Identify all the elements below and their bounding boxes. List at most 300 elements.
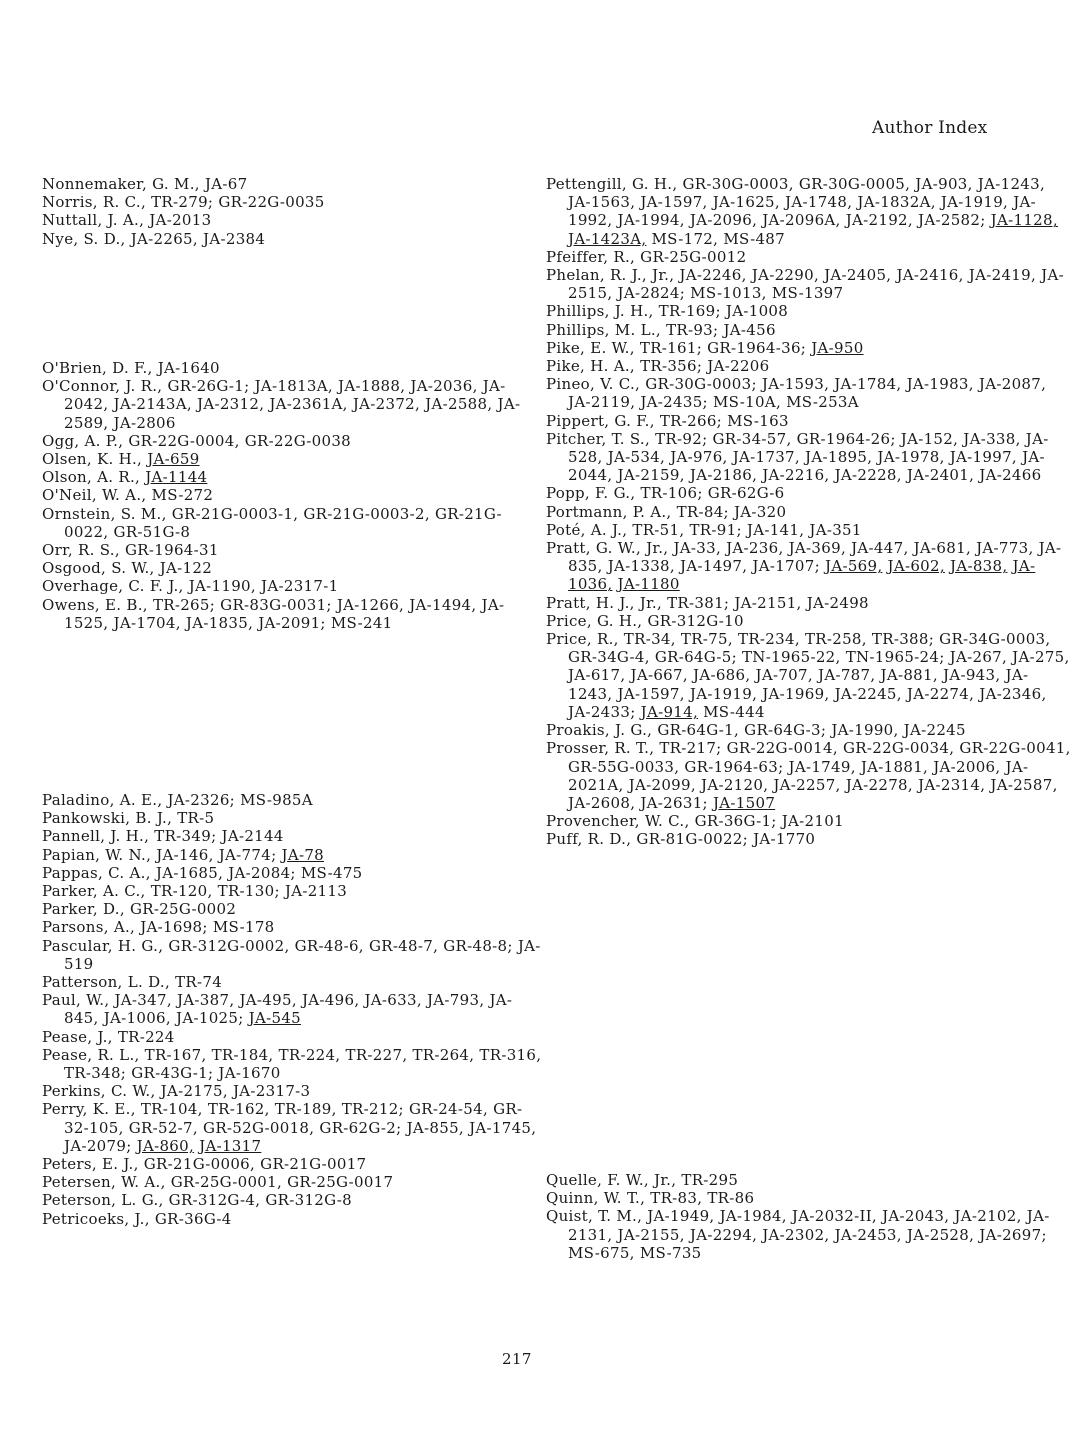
report-reference: JA-2631;: [640, 793, 708, 812]
report-reference: JA-2466: [979, 466, 1042, 485]
report-reference: TR-106;: [640, 484, 703, 503]
report-reference: JA-1423A,: [568, 229, 647, 248]
author-name: Pease, R. L.,: [42, 1045, 140, 1064]
author-name: Owens, E. B.,: [42, 595, 148, 614]
report-reference: JA-774;: [218, 845, 277, 864]
index-entry: [42, 211, 542, 229]
report-reference: JA-1640: [157, 359, 220, 377]
report-reference: GR-21G-0003-2,: [303, 504, 430, 523]
report-reference: JA-2096,: [689, 211, 758, 230]
report-reference: JA-1978,: [877, 448, 945, 467]
report-reference: JA-686,: [693, 666, 751, 685]
report-reference: JA-855,: [406, 1118, 464, 1137]
report-reference: GR-25G-0002: [129, 900, 237, 919]
report-reference: GR-83G-0031;: [220, 595, 332, 614]
author-name: O'Connor, J. R.,: [42, 377, 163, 396]
report-reference: GR-64G-1,: [657, 721, 740, 740]
index-entry: [546, 503, 1071, 521]
report-reference: GR-312G-0002,: [168, 936, 290, 955]
author-name: Phillips, M. L.,: [546, 320, 661, 339]
report-reference: JA-1770: [753, 830, 816, 849]
report-reference: JA-943,: [943, 666, 1001, 685]
index-entry: [42, 1210, 542, 1228]
report-reference: GR-21G-0017: [260, 1155, 367, 1174]
author-name: O'Neil, W. A.,: [42, 486, 147, 505]
report-reference: GR-24-54,: [408, 1100, 489, 1119]
report-reference: JA-1685,: [155, 863, 224, 882]
report-reference: GR-55G-0033,: [568, 757, 680, 776]
index-entry: [42, 827, 542, 845]
report-reference: GR-26G-1;: [167, 377, 250, 396]
author-name: Pappas, C. A.,: [42, 863, 151, 882]
author-name: Norris, R. C.,: [42, 193, 147, 212]
author-name: Parsons, A.,: [42, 918, 136, 937]
report-reference: JA-659: [147, 450, 200, 469]
report-reference: JA-1969,: [762, 684, 830, 703]
report-reference: TR-34,: [623, 630, 676, 649]
index-entry: [42, 918, 542, 936]
report-reference: TN-1965-22,: [742, 648, 841, 667]
report-reference: JA-2099,: [628, 775, 696, 794]
index-entry: [546, 412, 1071, 430]
report-reference: JA-914,: [640, 702, 699, 721]
report-reference: JA-1507: [712, 793, 776, 812]
report-reference: GR-52-7,: [128, 1118, 198, 1137]
report-reference: JA-2806: [113, 413, 176, 432]
report-reference: JA-1737,: [732, 448, 800, 467]
report-reference: GR-62G-2;: [319, 1118, 402, 1137]
author-name: Orr, R. S.,: [42, 541, 120, 560]
report-reference: JA-1784,: [834, 375, 902, 394]
author-name: Pratt, G. W., Jr.,: [546, 539, 669, 558]
author-name: Quist, T. M.,: [546, 1207, 643, 1226]
report-reference: GR-30G-0003,: [682, 175, 794, 193]
report-reference: JA-2582;: [918, 211, 986, 230]
report-reference: JA-1704,: [113, 613, 181, 632]
report-reference: JA-2021A,: [568, 757, 1029, 794]
report-reference: JA-1243,: [568, 666, 1029, 703]
index-entry: [546, 321, 1071, 339]
report-reference: GR-48-8;: [443, 936, 513, 955]
index-entry: [42, 577, 542, 595]
report-reference: TR-84;: [676, 502, 729, 521]
index-entry: [42, 359, 542, 377]
index-entry: [546, 812, 1071, 830]
report-reference: JA-569,: [825, 557, 883, 576]
report-reference: GR-1964-36;: [707, 338, 807, 357]
index-entry: [42, 991, 542, 1027]
author-name: Pfeiffer, R.,: [546, 247, 636, 266]
report-reference: TR-92;: [655, 429, 708, 448]
report-reference: JA-1670: [218, 1064, 281, 1083]
author-name: Prosser, R. T.,: [546, 739, 655, 758]
report-reference: MS-735: [639, 1243, 702, 1262]
report-reference: JA-2314,: [918, 775, 986, 794]
index-entry: [42, 937, 542, 973]
report-reference: JA-1180: [617, 575, 680, 594]
report-reference: JA-141,: [746, 520, 805, 539]
report-reference: JA-2131,: [568, 1207, 1050, 1244]
report-reference: JA-2433;: [568, 702, 636, 721]
report-reference: JA-2113: [284, 882, 348, 901]
report-reference: JA-2401,: [906, 466, 975, 485]
report-reference: JA-2419,: [968, 266, 1037, 285]
report-reference: JA-1832A,: [857, 193, 936, 212]
author-name: Price, G. H.,: [546, 611, 643, 630]
index-entry: [42, 973, 542, 991]
index-entry: [546, 248, 1071, 266]
author-name: Phillips, J. H.,: [546, 302, 654, 321]
author-name: Price, R.,: [546, 630, 619, 649]
report-reference: JA-2101: [781, 812, 844, 831]
report-reference: GR-22G-0041,: [959, 739, 1071, 758]
report-reference: GR-21G-0022,: [64, 504, 502, 541]
report-reference: JA-2119,: [568, 393, 636, 412]
author-name: Paladino, A. E.,: [42, 791, 163, 809]
report-reference: JA-1949,: [647, 1207, 715, 1226]
report-reference: JA-1881,: [860, 757, 929, 776]
index-entry: [42, 596, 542, 632]
report-reference: JA-2042,: [64, 377, 506, 414]
index-entry: [42, 175, 542, 193]
author-name: Parker, A. C.,: [42, 882, 146, 901]
report-reference: JA-236,: [726, 539, 784, 558]
report-reference: TR-266;: [659, 411, 723, 430]
index-entry: [42, 791, 542, 809]
report-reference: JA-2317-3: [232, 1082, 311, 1101]
index-entry: [42, 486, 542, 504]
report-reference: JA-2044,: [568, 448, 1045, 485]
report-reference: JA-950: [811, 338, 864, 357]
report-reference: JA-667,: [630, 666, 688, 685]
report-reference: JA-2515,: [568, 266, 1064, 303]
report-reference: JA-1008: [725, 302, 789, 321]
index-entry: [42, 1046, 542, 1082]
report-reference: JA-1190,: [188, 577, 256, 596]
report-reference: JA-1983,: [906, 375, 974, 394]
report-reference: JA-1625,: [712, 193, 780, 212]
author-name: Pippert, G. F.,: [546, 411, 655, 430]
report-reference: TR-381;: [667, 593, 730, 612]
report-reference: TR-264,: [412, 1045, 475, 1064]
report-reference: JA-2608,: [568, 793, 636, 812]
report-reference: TR-348;: [64, 1064, 127, 1083]
author-name: Pitcher, T. S.,: [546, 429, 651, 448]
report-reference: JA-2274,: [906, 684, 975, 703]
report-reference: GR-25G-0017: [287, 1173, 394, 1192]
index-entry: [42, 1155, 542, 1173]
author-name: Peterson, L. G.,: [42, 1191, 164, 1210]
report-reference: JA-838,: [950, 557, 1008, 576]
report-reference: GR-52G-0018,: [203, 1118, 315, 1137]
report-reference: GR-43G-1;: [131, 1064, 214, 1083]
report-reference: JA-2294,: [689, 1225, 758, 1244]
report-reference: JA-2372,: [352, 395, 421, 414]
author-name: Quinn, W. T.,: [546, 1189, 646, 1208]
index-entry: [546, 521, 1071, 539]
report-reference: JA-2302,: [762, 1225, 830, 1244]
report-reference: TR-104,: [140, 1100, 203, 1119]
report-reference: JA-2384: [203, 229, 266, 248]
author-name: Perkins, C. W.,: [42, 1082, 156, 1101]
report-reference: JA-2216,: [762, 466, 830, 485]
report-reference: JA-122: [159, 559, 213, 578]
index-entry: [546, 1171, 1071, 1189]
report-reference: JA-1593,: [761, 375, 830, 394]
author-name: Papian, W. N.,: [42, 845, 152, 864]
author-name: Parker, D.,: [42, 900, 125, 919]
report-reference: JA-78: [281, 845, 325, 864]
report-reference: MS-475: [300, 863, 363, 882]
report-reference: MS-487: [723, 229, 785, 248]
index-entry: [546, 357, 1071, 375]
index-group-p-continued: [546, 175, 1071, 849]
report-reference: JA-2144: [221, 827, 284, 846]
report-reference: JA-602,: [887, 557, 945, 576]
report-reference: JA-2824;: [617, 284, 686, 303]
report-reference: TR-162,: [207, 1100, 270, 1119]
report-reference: JA-1698;: [140, 918, 208, 937]
report-reference: JA-275,: [1012, 648, 1070, 667]
report-reference: JA-2257,: [773, 775, 841, 794]
report-reference: TR-295: [681, 1171, 739, 1189]
report-reference: GR-312G-10: [647, 611, 744, 630]
index-entry: [42, 432, 542, 450]
index-entry: [546, 302, 1071, 320]
index-entry: [42, 1028, 542, 1046]
report-reference: JA-2006,: [933, 757, 1001, 776]
report-reference: TR-86: [707, 1189, 755, 1208]
report-reference: GR-22G-0038: [244, 431, 352, 450]
report-reference: GR-48-6,: [294, 936, 364, 955]
index-entry: [42, 193, 542, 211]
report-reference: JA-2405,: [824, 266, 892, 285]
report-reference: JA-534,: [607, 448, 666, 467]
report-reference: JA-2278,: [845, 775, 913, 794]
report-reference: GR-22G-0014,: [726, 739, 838, 758]
report-reference: JA-1888,: [338, 377, 406, 396]
index-entry: [42, 450, 542, 468]
report-reference: JA-1895,: [805, 448, 873, 467]
report-reference: JA-1036,: [568, 557, 1036, 594]
index-entry: [546, 175, 1071, 248]
author-name: Perry, K. E.,: [42, 1100, 136, 1119]
author-name: Nonnemaker, G. M.,: [42, 175, 200, 193]
report-reference: JA-2091;: [258, 613, 326, 632]
report-reference: JA-1597,: [640, 193, 708, 212]
report-reference: JA-2246,: [679, 266, 747, 285]
report-reference: JA-347,: [114, 991, 172, 1010]
report-reference: JA-456: [723, 320, 776, 339]
report-reference: JA-496,: [301, 991, 360, 1010]
index-group-q: [546, 1171, 1071, 1262]
index-entry: [546, 484, 1071, 502]
report-reference: TR-161;: [639, 338, 703, 357]
report-reference: JA-707,: [755, 666, 813, 685]
report-reference: MS-444: [703, 702, 765, 721]
report-reference: JA-1748,: [785, 193, 853, 212]
author-name: Paul, W.,: [42, 991, 110, 1010]
report-reference: TR-74: [175, 973, 223, 992]
report-reference: MS-172,: [651, 229, 719, 248]
report-reference: TR-349;: [154, 827, 217, 846]
report-reference: JA-617,: [568, 666, 626, 685]
report-reference: GR-64G-5;: [654, 648, 737, 667]
author-name: Phelan, R. J., Jr.,: [546, 266, 675, 285]
report-reference: GR-30G-0005,: [798, 175, 911, 193]
report-reference: JA-1749,: [788, 757, 856, 776]
report-reference: TR-279;: [151, 193, 214, 212]
report-reference: JA-1338,: [607, 557, 675, 576]
report-reference: GR-34G-0003,: [939, 630, 1051, 649]
author-name: O'Brien, D. F.,: [42, 359, 153, 377]
author-name: Pettengill, G. H.,: [546, 175, 678, 193]
index-entry: [546, 630, 1071, 721]
report-reference: JA-1994,: [617, 211, 685, 230]
report-reference: JA-1984,: [719, 1207, 787, 1226]
report-reference: JA-1525,: [64, 595, 505, 632]
author-name: Provencher, W. C.,: [546, 812, 690, 831]
index-group-o: [42, 359, 542, 632]
report-reference: JA-633,: [364, 991, 422, 1010]
report-reference: GR-51G-8: [113, 522, 191, 541]
index-entry: [546, 539, 1071, 594]
author-name: Olsen, K. H.,: [42, 450, 143, 469]
report-reference: JA-2206: [707, 357, 770, 376]
report-reference: GR-312G-8: [265, 1191, 352, 1210]
index-entry: [42, 1082, 542, 1100]
report-reference: JA-2096A,: [762, 211, 841, 230]
index-entry: [42, 882, 542, 900]
report-reference: TR-227,: [345, 1045, 408, 1064]
report-reference: JA-835,: [568, 539, 1062, 576]
report-reference: JA-33,: [673, 539, 722, 558]
report-reference: JA-2159,: [617, 466, 685, 485]
author-name: Ogg, A. P.,: [42, 431, 124, 450]
report-reference: GR-22G-0034,: [843, 739, 955, 758]
report-reference: TR-51,: [632, 520, 685, 539]
report-reference: JA-1813A,: [254, 377, 333, 396]
report-reference: JA-1006,: [103, 1009, 171, 1028]
report-reference: JA-152,: [900, 429, 959, 448]
report-reference: JA-1835,: [185, 613, 254, 632]
report-reference: TR-258,: [804, 630, 867, 649]
report-reference: JA-681,: [913, 539, 972, 558]
report-reference: JA-2528,: [906, 1225, 975, 1244]
report-reference: TR-83,: [650, 1189, 703, 1208]
report-reference: JA-2435;: [640, 393, 708, 412]
report-reference: JA-2087,: [978, 375, 1047, 394]
report-reference: GR-1964-31: [125, 541, 219, 560]
report-reference: JA-2102,: [954, 1207, 1022, 1226]
report-reference: JA-320: [733, 502, 787, 521]
author-name: Overhage, C. F. J.,: [42, 577, 184, 596]
report-reference: JA-1266,: [336, 595, 405, 614]
index-entry: [42, 230, 542, 248]
author-name: Poté, A. J.,: [546, 520, 628, 539]
report-reference: GR-62G-6: [707, 484, 785, 503]
report-reference: JA-2317-1: [261, 577, 339, 596]
report-reference: JA-2151,: [734, 593, 802, 612]
report-reference: TR-167,: [144, 1045, 207, 1064]
report-reference: JA-2032-II,: [791, 1207, 877, 1226]
report-reference: JA-447,: [851, 539, 909, 558]
report-reference: TR-265;: [152, 595, 216, 614]
report-reference: JA-2346,: [979, 684, 1047, 703]
report-reference: JA-787,: [818, 666, 876, 685]
index-entry: [546, 830, 1071, 848]
report-reference: JA-2175,: [160, 1082, 228, 1101]
report-reference: TR-91;: [689, 520, 742, 539]
author-name: Patterson, L. D.,: [42, 973, 171, 992]
report-reference: JA-369,: [788, 539, 847, 558]
report-reference: GR-1964-26;: [796, 429, 896, 448]
author-name: Peters, E. J.,: [42, 1155, 139, 1174]
report-reference: JA-528,: [568, 429, 1049, 467]
report-reference: GR-1964-63;: [684, 757, 784, 776]
report-reference: JA-881,: [880, 666, 938, 685]
report-reference: MS-675,: [568, 1243, 635, 1262]
report-reference: JA-1990,: [831, 721, 899, 740]
report-reference: GR-22G-0004,: [128, 431, 240, 450]
index-entry: [42, 1191, 542, 1209]
report-reference: JA-2186,: [689, 466, 758, 485]
author-name: Pease, J.,: [42, 1027, 113, 1046]
report-reference: JA-2498: [806, 593, 869, 612]
report-reference: GR-48-7,: [368, 936, 439, 955]
report-reference: TR-189,: [274, 1100, 337, 1119]
report-reference: MS-1397: [771, 284, 844, 303]
index-entry: [42, 1100, 542, 1155]
report-reference: JA-387,: [176, 991, 235, 1010]
author-name: Ornstein, S. M.,: [42, 504, 167, 523]
report-reference: JA-519: [64, 936, 541, 973]
author-name: Pike, E. W.,: [546, 338, 635, 357]
report-reference: MS-1013,: [690, 284, 767, 303]
report-reference: JA-1128,: [990, 211, 1058, 230]
author-name: Pratt, H. J., Jr.,: [546, 593, 663, 612]
report-reference: GR-312G-4,: [168, 1191, 261, 1210]
report-reference: JA-1919,: [689, 684, 758, 703]
report-reference: TR-356;: [640, 357, 703, 376]
report-reference: JA-2453,: [834, 1225, 902, 1244]
report-reference: GR-25G-0001,: [170, 1173, 283, 1192]
report-reference: TR-75,: [680, 630, 733, 649]
report-reference: JA-1992,: [568, 193, 1037, 230]
author-name: Osgood, S. W.,: [42, 559, 155, 578]
index-entry: [546, 430, 1071, 485]
report-reference: GR-30G-0003;: [645, 375, 757, 394]
report-reference: JA-2228,: [834, 466, 902, 485]
page-number: 217: [502, 1350, 532, 1368]
report-reference: MS-163: [727, 411, 789, 430]
report-reference: TR-224: [117, 1027, 175, 1046]
report-reference: JA-2589,: [64, 395, 521, 432]
author-name: Pannell, J. H.,: [42, 827, 150, 846]
report-reference: JA-2326;: [167, 791, 236, 809]
author-name: Popp, F. G.,: [546, 484, 636, 503]
report-reference: TR-130;: [217, 882, 280, 901]
report-reference: JA-495,: [239, 991, 297, 1010]
report-reference: TR-120,: [150, 882, 213, 901]
report-reference: JA-1563,: [568, 193, 636, 212]
report-reference: JA-2312,: [197, 395, 265, 414]
report-reference: JA-1919,: [940, 193, 1009, 212]
report-reference: TN-1965-24;: [845, 648, 945, 667]
report-reference: JA-2013: [149, 211, 212, 230]
report-reference: JA-1317: [199, 1136, 262, 1155]
report-reference: JA-1025;: [176, 1009, 244, 1028]
